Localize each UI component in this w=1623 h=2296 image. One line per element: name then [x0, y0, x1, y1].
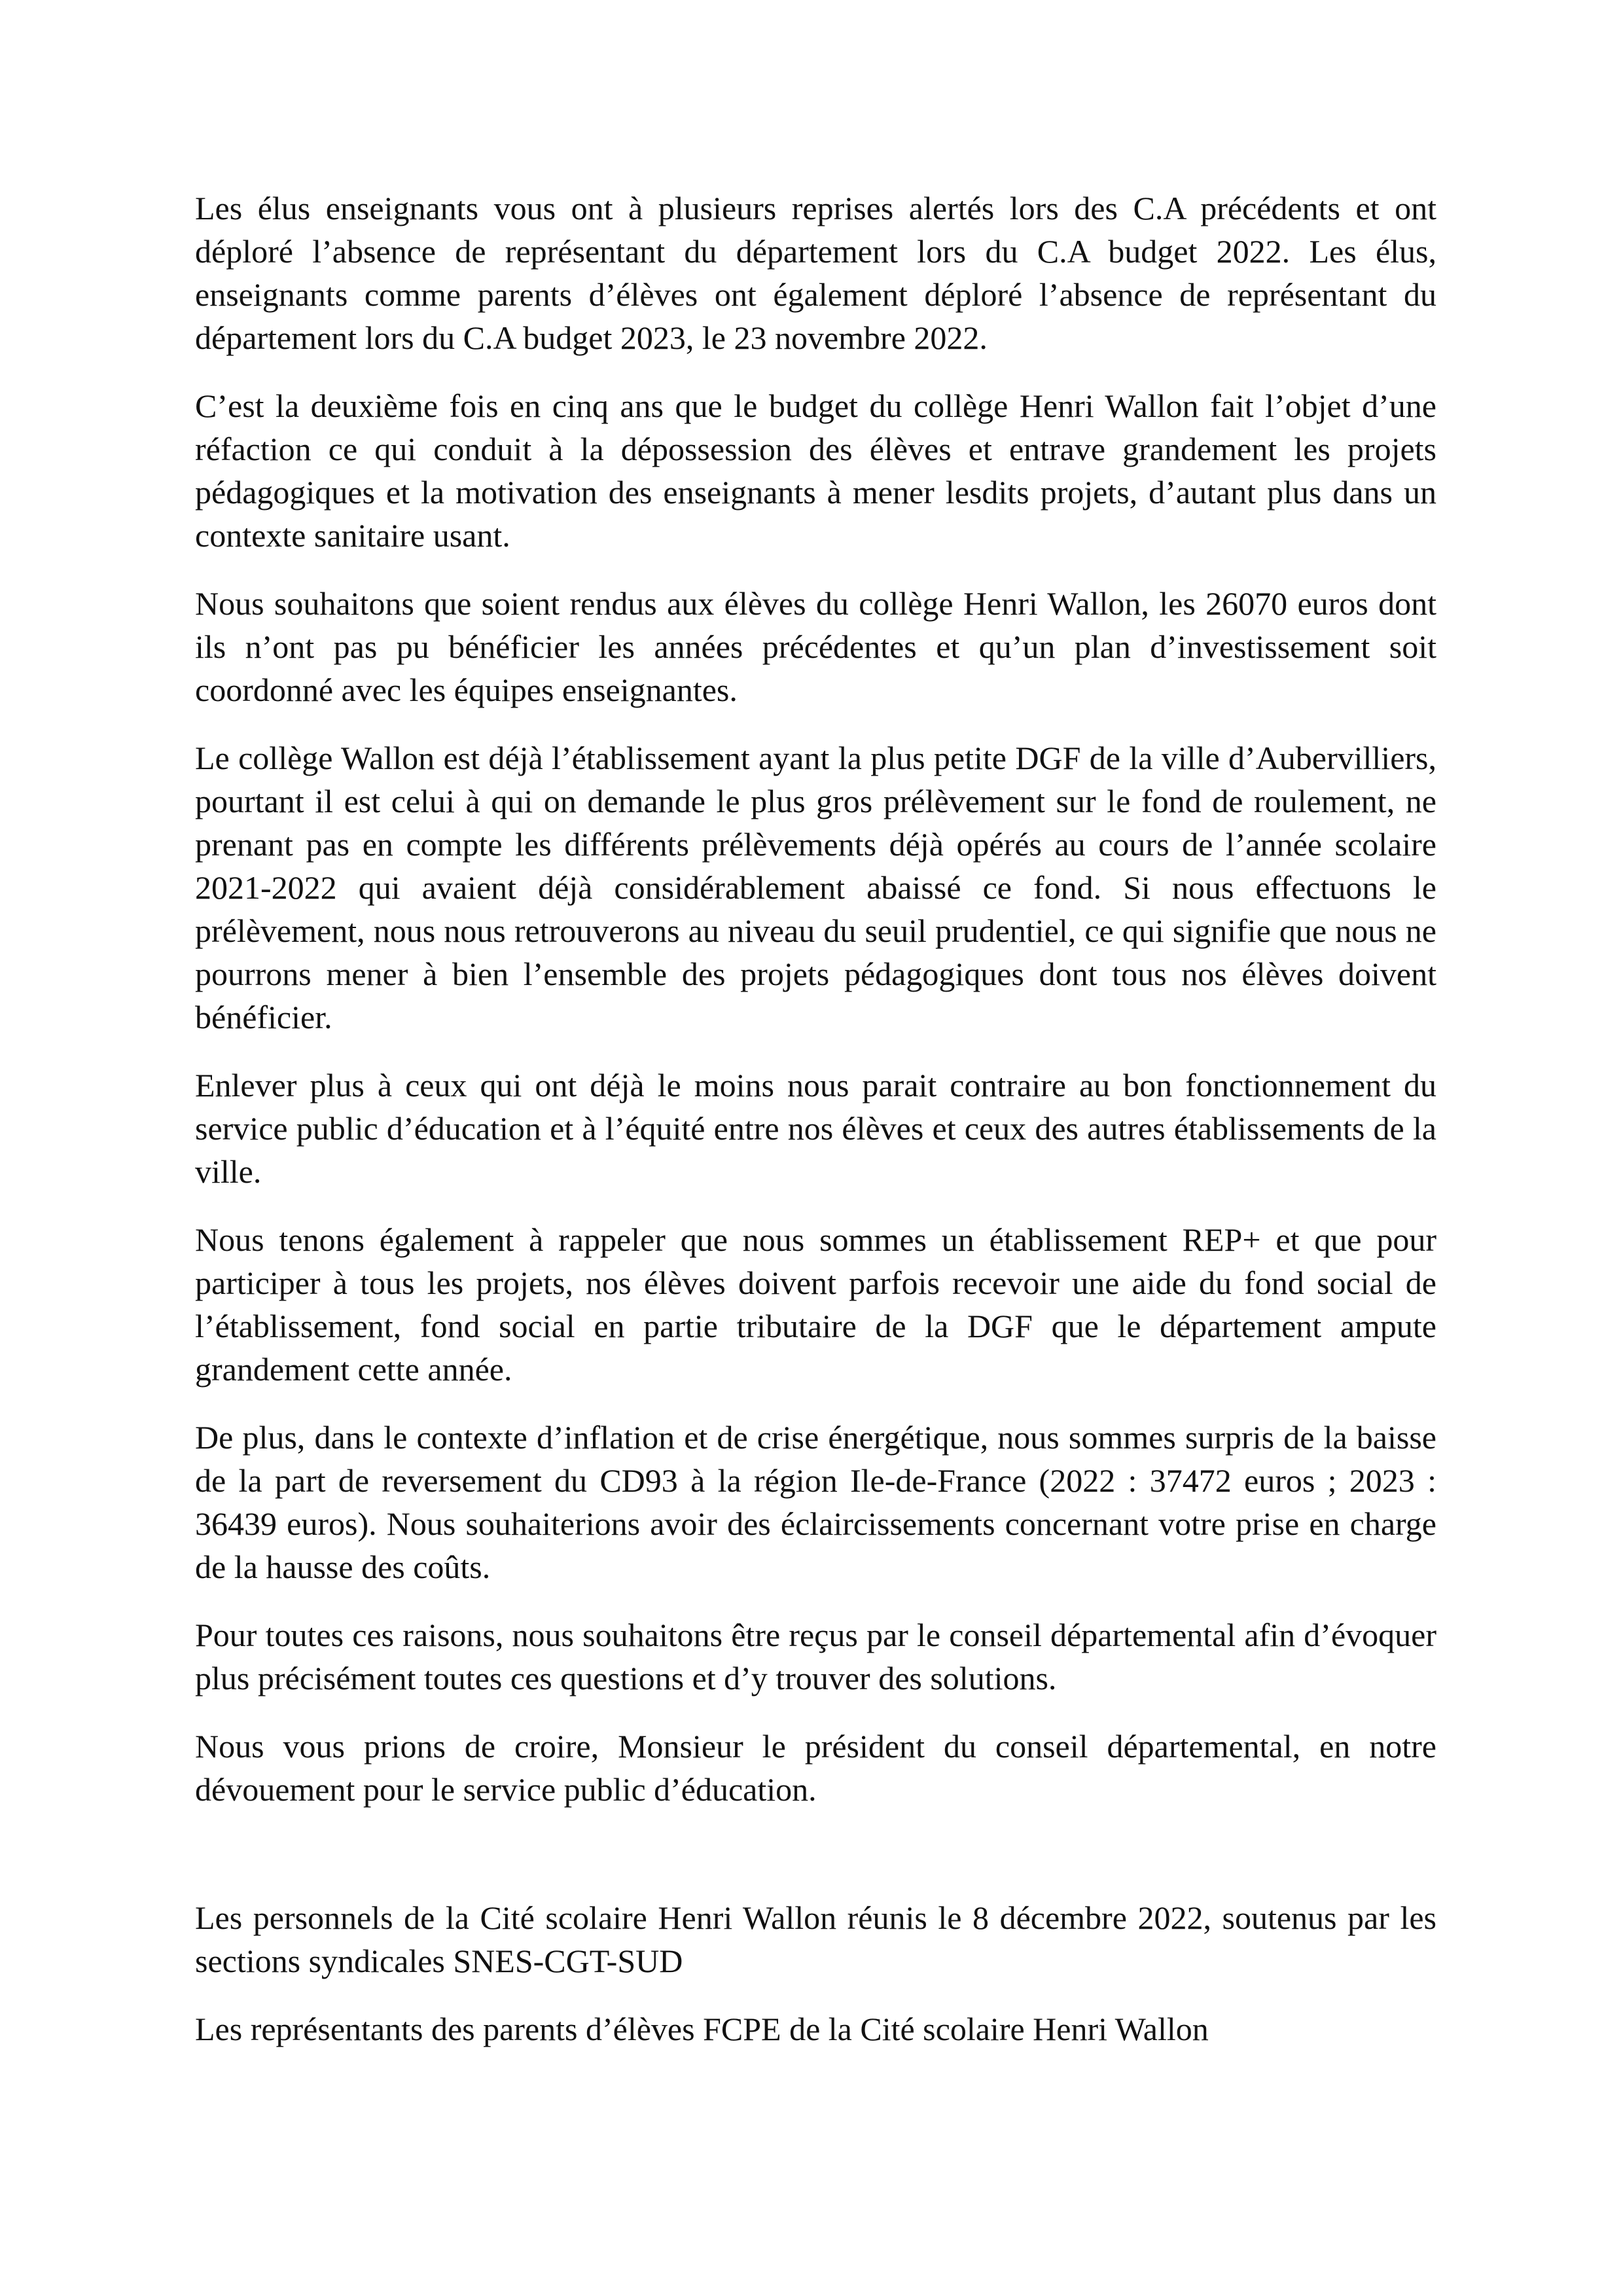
paragraph-absence-representant: Les élus enseignants vous ont à plusieurs reprises alertés lors des C.A précédents et ont déploré l’absence de représentant du département lors du C.A budget 2022. Les élus, enseignants comme parents d’élèves ont également déploré l’absence de représentant du département lors du C.A budget 2023, le 23 novembre 2022. — [195, 190, 1436, 356]
paragraph-inflation-reversement: De plus, dans le contexte d’inflation et de crise énergétique, nous sommes surpris de la baisse de la part de reversement du CD93 à la région Ile-de-France (2022 : 37472 euros ; 2023 : 36439 euros). Nous souhaiterions avoir des éclaircissements concernant votre prise en charge de la hausse des coûts. — [195, 1419, 1436, 1585]
signature-spacer — [195, 1836, 1436, 1896]
paragraph-equite-service-public: Enlever plus à ceux qui ont déjà le moins nous parait contraire au bon fonctionnement du service public d’éducation et à l’équité entre nos élèves et ceux des autres établissements de la ville. — [195, 1067, 1436, 1190]
paragraph-refaction-budget: C’est la deuxième fois en cinq ans que le budget du collège Henri Wallon fait l’objet d’une réfaction ce qui conduit à la dépossession des élèves et entrave grandement les projets pédagogiques et la motivation des enseignants à mener lesdits projets, d’autant plus dans un contexte sanitaire usant. — [195, 387, 1436, 554]
signature-personnels: Les personnels de la Cité scolaire Henri Wallon réunis le 8 décembre 2022, soutenus par les sections syndicales SNES-CGT-SUD — [195, 1899, 1436, 1979]
paragraph-formule-politesse: Nous vous prions de croire, Monsieur le président du conseil départemental, en notre dévouement pour le service public d’éducation. — [195, 1728, 1436, 1808]
paragraph-demande-rendez-vous: Pour toutes ces raisons, nous souhaitons être reçus par le conseil départemental afin d’évoquer plus précisément toutes ces questions et d’y trouver des solutions. — [195, 1617, 1436, 1696]
signature-parents-fcpe: Les représentants des parents d’élèves FCPE de la Cité scolaire Henri Wallon — [195, 2011, 1209, 2047]
paragraph-demande-restitution: Nous souhaitons que soient rendus aux élèves du collège Henri Wallon, les 26070 euros dont ils n’ont pas pu bénéficier les années précédentes et qu’un plan d’investissement soit coordonné avec les équipes enseignantes. — [195, 585, 1436, 708]
paragraph-prelevement-fond-roulement: Le collège Wallon est déjà l’établissement ayant la plus petite DGF de la ville d’Aubervilliers, pourtant il est celui à qui on demande le plus gros prélèvement sur le fond de roulement, ne prenant pas en compte les différents prélèvements déjà opérés au cours de l’année scolaire 2021-2022 qui avaient déjà considérablement abaissé ce fond. Si nous effectuons le prélèvement, nous nous retrouverons au niveau du seuil prudentiel, ce qui signifie que nous ne pourrons mener à bien l’ensemble des projets pédagogiques dont tous nos élèves doivent bénéficier. — [195, 740, 1436, 1035]
letter-body — [195, 187, 1436, 2075]
paragraph-rep-plus-fond-social: Nous tenons également à rappeler que nous sommes un établissement REP+ et que pour participer à tous les projets, nos élèves doivent parfois recevoir une aide du fond social de l’établissement, fond social en partie tributaire de la DGF que le département ampute grandement cette année. — [195, 1221, 1436, 1388]
